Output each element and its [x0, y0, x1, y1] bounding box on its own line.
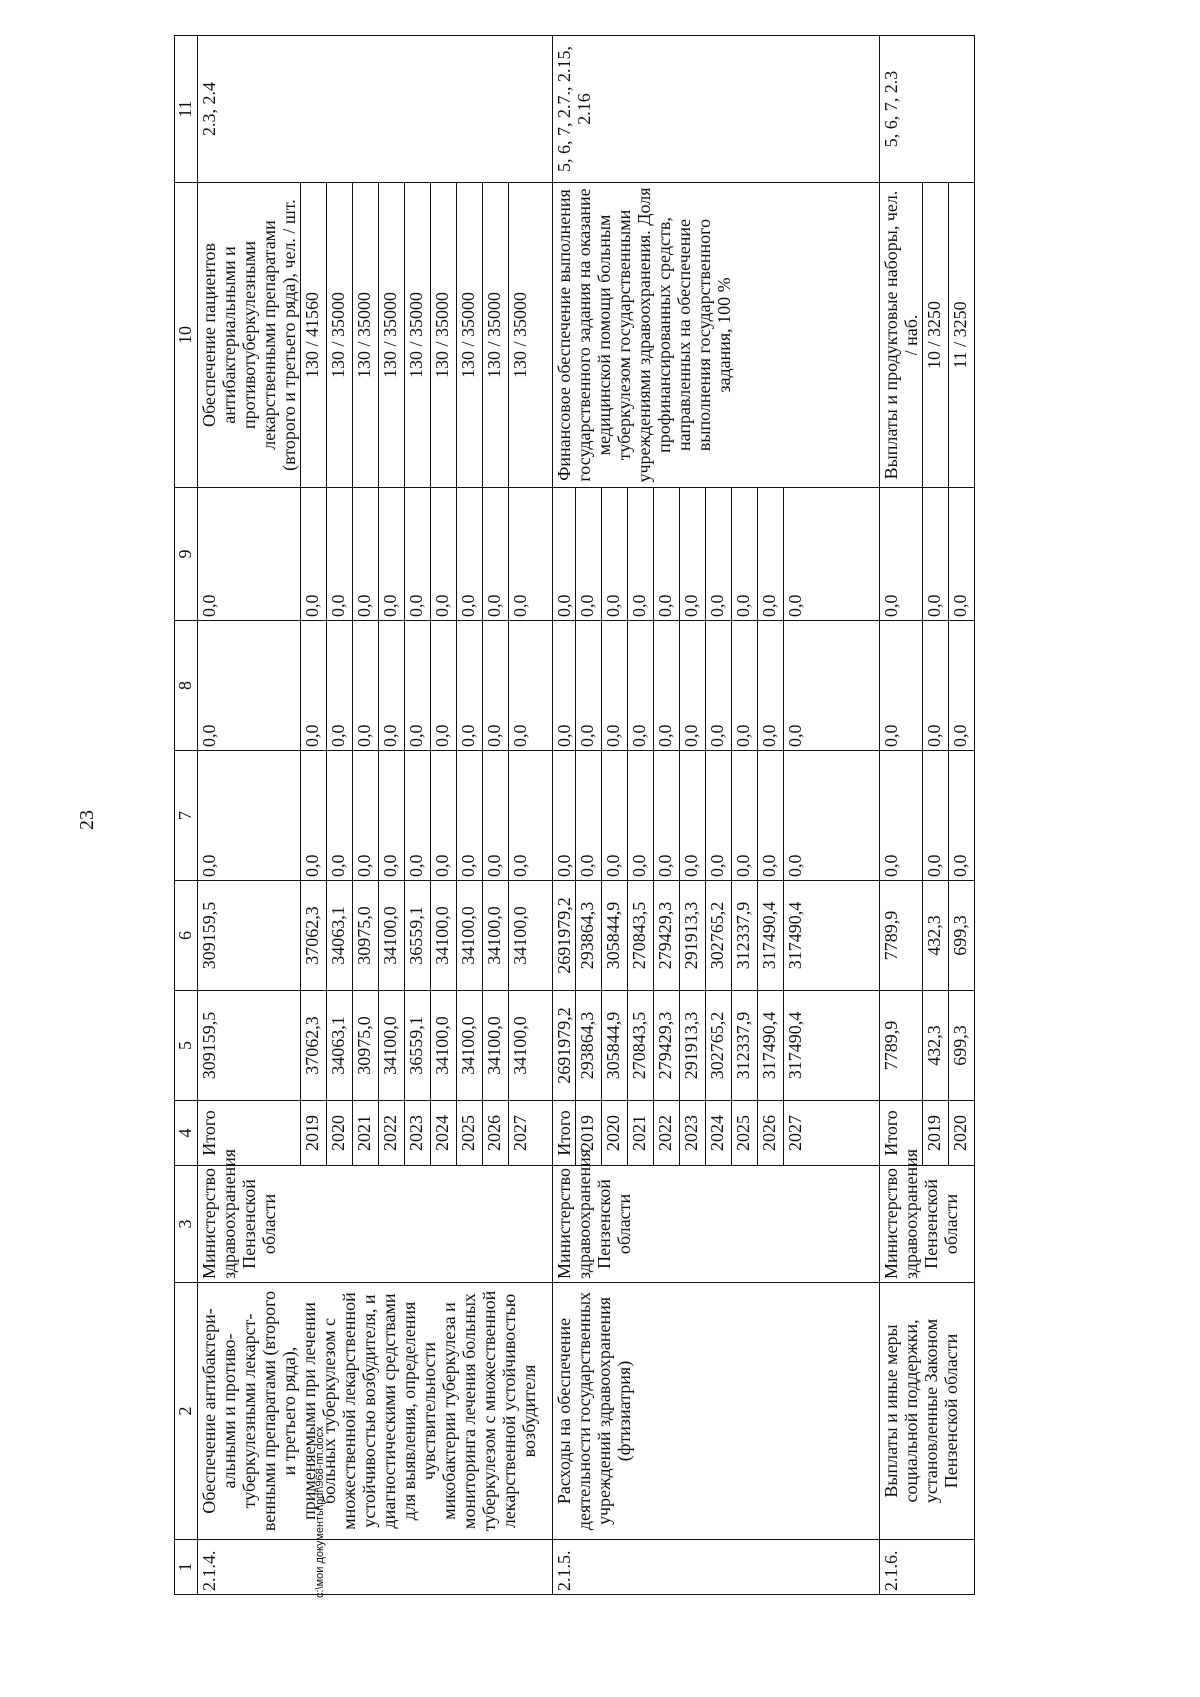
header-cell: 11	[175, 36, 198, 183]
total-amount-cell: 699,3	[949, 991, 975, 1101]
program-measures-table	[174, 35, 975, 1595]
other-sources-cell: 0,0	[405, 488, 431, 621]
measure-name-cell: Обеспечение антибактериальными и противотуберкулезными лекарственными препаратами (второго и третьего ряда), применяемыми при лечении больных туберкулезом с множественной лекарственной устойчивостью возбудителя, и диагностическими средствами для выявления, определения чувствительности микобактерии туберкулеза и мониторинга лечения больных туберкулезом с множественной лекарственной устойчивостью возбудителя	[198, 1283, 553, 1540]
total-amount-cell: 34100,0	[457, 991, 483, 1101]
page-number: 23	[76, 810, 98, 830]
indicator-value-cell: 130 / 35000	[379, 183, 405, 488]
other-sources-cell: 0,0	[732, 488, 758, 621]
header-cell: 4	[175, 1101, 198, 1166]
total-amount-cell: 293864,3	[576, 991, 602, 1101]
total-amount-cell: 34100,0	[509, 991, 553, 1101]
total-amount-cell: 34100,0	[431, 991, 457, 1101]
total-amount-cell: 309159,5	[198, 991, 301, 1101]
regional-budget-cell: 293864,3	[576, 881, 602, 991]
local-budget-cell: 0,0	[379, 621, 405, 751]
other-sources-cell: 0,0	[327, 488, 353, 621]
other-sources-cell: 0,0	[553, 488, 576, 621]
federal-budget-cell: 0,0	[576, 751, 602, 881]
federal-budget-cell: 0,0	[680, 751, 706, 881]
total-amount-cell: 305844,9	[602, 991, 628, 1101]
total-amount-cell: 36559,1	[405, 991, 431, 1101]
federal-budget-cell: 0,0	[327, 751, 353, 881]
total-amount-cell: 30975,0	[353, 991, 379, 1101]
regional-budget-cell: 305844,9	[602, 881, 628, 991]
local-budget-cell: 0,0	[654, 621, 680, 751]
regional-budget-cell: 34100,0	[509, 881, 553, 991]
year-cell: 2025	[732, 1101, 758, 1166]
regional-budget-cell: 317490,4	[758, 881, 784, 991]
local-budget-cell: 0,0	[405, 621, 431, 751]
federal-budget-cell: 0,0	[949, 751, 975, 881]
year-cell: Итого	[198, 1101, 301, 1166]
federal-budget-cell: 0,0	[379, 751, 405, 881]
year-cell: 2019	[923, 1101, 949, 1166]
other-sources-cell: 0,0	[654, 488, 680, 621]
year-cell: 2020	[602, 1101, 628, 1166]
total-amount-cell: 302765,2	[706, 991, 732, 1101]
federal-budget-cell: 0,0	[431, 751, 457, 881]
regional-budget-cell: 699,3	[949, 881, 975, 991]
regional-budget-cell: 309159,5	[198, 881, 301, 991]
regional-budget-cell: 2691979,2	[553, 881, 576, 991]
federal-budget-cell: 0,0	[628, 751, 654, 881]
other-sources-cell: 0,0	[353, 488, 379, 621]
executor-cell: Министерство здравоохранения Пензенской области	[198, 1166, 553, 1283]
other-sources-cell: 0,0	[949, 488, 975, 621]
total-amount-cell: 2691979,2	[553, 991, 576, 1101]
total-amount-cell: 270843,5	[628, 991, 654, 1101]
other-sources-cell: 0,0	[880, 488, 923, 621]
total-amount-cell: 291913,3	[680, 991, 706, 1101]
year-cell: 2024	[706, 1101, 732, 1166]
year-cell: Итого	[553, 1101, 576, 1166]
indicator-value-cell: 130 / 35000	[509, 183, 553, 488]
local-budget-cell: 0,0	[457, 621, 483, 751]
total-amount-cell: 34100,0	[379, 991, 405, 1101]
local-budget-cell: 0,0	[680, 621, 706, 751]
header-cell: 7	[175, 751, 198, 881]
year-cell: 2026	[483, 1101, 509, 1166]
year-cell: 2027	[784, 1101, 880, 1166]
indicator-value-cell: 130 / 35000	[353, 183, 379, 488]
local-budget-cell: 0,0	[758, 621, 784, 751]
table-row	[553, 36, 576, 1595]
other-sources-cell: 0,0	[457, 488, 483, 621]
federal-budget-cell: 0,0	[457, 751, 483, 881]
regional-budget-cell: 432,3	[923, 881, 949, 991]
federal-budget-cell: 0,0	[880, 751, 923, 881]
table-body	[175, 36, 975, 1595]
local-budget-cell: 0,0	[353, 621, 379, 751]
indicator-codes-cell: 5, 6, 7, 2.3	[880, 36, 975, 183]
header-cell: 3	[175, 1166, 198, 1283]
local-budget-cell: 0,0	[198, 621, 301, 751]
year-cell: 2020	[949, 1101, 975, 1166]
federal-budget-cell: 0,0	[706, 751, 732, 881]
other-sources-cell: 0,0	[431, 488, 457, 621]
other-sources-cell: 0,0	[198, 488, 301, 621]
year-cell: 2023	[405, 1101, 431, 1166]
regional-budget-cell: 34100,0	[431, 881, 457, 991]
indicator-codes-cell: 5, 6, 7, 2.7., 2.15, 2.16	[553, 36, 880, 183]
indicator-value-cell: 130 / 35000	[483, 183, 509, 488]
year-cell: 2025	[457, 1101, 483, 1166]
document-table-frame	[174, 36, 1094, 1595]
regional-budget-cell: 36559,1	[405, 881, 431, 991]
local-budget-cell: 0,0	[576, 621, 602, 751]
total-amount-cell: 7789,9	[880, 991, 923, 1101]
local-budget-cell: 0,0	[880, 621, 923, 751]
year-cell: Итого	[880, 1101, 923, 1166]
total-amount-cell: 317490,4	[758, 991, 784, 1101]
total-amount-cell: 432,3	[923, 991, 949, 1101]
year-cell: 2027	[509, 1101, 553, 1166]
other-sources-cell: 0,0	[628, 488, 654, 621]
year-cell: 2021	[628, 1101, 654, 1166]
row-number-cell: 2.1.6.	[880, 1540, 975, 1595]
total-amount-cell: 34063,1	[327, 991, 353, 1101]
federal-budget-cell: 0,0	[553, 751, 576, 881]
year-cell: 2021	[353, 1101, 379, 1166]
total-amount-cell: 312337,9	[732, 991, 758, 1101]
local-budget-cell: 0,0	[483, 621, 509, 751]
other-sources-cell: 0,0	[706, 488, 732, 621]
indicator-name-cell: Обеспечение пациентов антибактериальными и противотуберкулезными лекарственными препаратами (второго и третьего ряда), чел. / шт.	[198, 183, 301, 488]
federal-budget-cell: 0,0	[784, 751, 880, 881]
other-sources-cell: 0,0	[509, 488, 553, 621]
measure-name-cell: Расходы на обеспечение деятельности государственных учреждений здравоохранения (фтизиатрия)	[553, 1283, 880, 1540]
regional-budget-cell: 279429,3	[654, 881, 680, 991]
measure-name-cell: Выплаты и иные меры социальной поддержки, установленные Законом Пензенской области	[880, 1283, 975, 1540]
total-amount-cell: 34100,0	[483, 991, 509, 1101]
federal-budget-cell: 0,0	[405, 751, 431, 881]
year-cell: 2022	[379, 1101, 405, 1166]
year-cell: 2022	[654, 1101, 680, 1166]
other-sources-cell: 0,0	[923, 488, 949, 621]
federal-budget-cell: 0,0	[509, 751, 553, 881]
indicator-value-cell: 130 / 41560	[301, 183, 327, 488]
executor-cell: Министерство здравоохранения Пензенской области	[880, 1166, 975, 1283]
federal-budget-cell: 0,0	[353, 751, 379, 881]
indicator-name-cell: Выплаты и продуктовые наборы, чел. / наб.	[880, 183, 923, 488]
year-cell: 2024	[431, 1101, 457, 1166]
table-row	[880, 36, 923, 1595]
regional-budget-cell: 291913,3	[680, 881, 706, 991]
local-budget-cell: 0,0	[923, 621, 949, 751]
regional-budget-cell: 270843,5	[628, 881, 654, 991]
executor-cell: Министерство здравоохранения Пензенской области	[553, 1166, 880, 1283]
header-cell: 2	[175, 1283, 198, 1540]
local-budget-cell: 0,0	[949, 621, 975, 751]
indicator-value-cell: 10 / 3250	[923, 183, 949, 488]
indicator-value-cell: 11 / 3250	[949, 183, 975, 488]
header-cell: 8	[175, 621, 198, 751]
total-amount-cell: 317490,4	[784, 991, 880, 1101]
year-cell: 2023	[680, 1101, 706, 1166]
indicator-value-cell: 130 / 35000	[327, 183, 353, 488]
other-sources-cell: 0,0	[576, 488, 602, 621]
federal-budget-cell: 0,0	[654, 751, 680, 881]
other-sources-cell: 0,0	[758, 488, 784, 621]
regional-budget-cell: 7789,9	[880, 881, 923, 991]
federal-budget-cell: 0,0	[301, 751, 327, 881]
indicator-name-cell: Финансовое обеспечение выполнения государственного задания на оказание медицинской помощи больным туберкулезом государственными учреждениями здравоохранения. Доля профинансированных средств, направленных на обеспечение выполнения государственного задания, 100 %	[553, 183, 880, 488]
local-budget-cell: 0,0	[628, 621, 654, 751]
federal-budget-cell: 0,0	[923, 751, 949, 881]
other-sources-cell: 0,0	[379, 488, 405, 621]
local-budget-cell: 0,0	[327, 621, 353, 751]
regional-budget-cell: 34063,1	[327, 881, 353, 991]
regional-budget-cell: 302765,2	[706, 881, 732, 991]
federal-budget-cell: 0,0	[602, 751, 628, 881]
federal-budget-cell: 0,0	[198, 751, 301, 881]
indicator-value-cell: 130 / 35000	[405, 183, 431, 488]
local-budget-cell: 0,0	[431, 621, 457, 751]
regional-budget-cell: 34100,0	[379, 881, 405, 991]
local-budget-cell: 0,0	[602, 621, 628, 751]
indicator-value-cell: 130 / 35000	[431, 183, 457, 488]
regional-budget-cell: 30975,0	[353, 881, 379, 991]
regional-budget-cell: 312337,9	[732, 881, 758, 991]
year-cell: 2026	[758, 1101, 784, 1166]
federal-budget-cell: 0,0	[483, 751, 509, 881]
total-amount-cell: 37062,3	[301, 991, 327, 1101]
local-budget-cell: 0,0	[706, 621, 732, 751]
other-sources-cell: 0,0	[680, 488, 706, 621]
header-cell: 6	[175, 881, 198, 991]
row-number-cell: 2.1.4.	[198, 1540, 553, 1595]
header-cell: 1	[175, 1540, 198, 1595]
footer-file-path: c:\мои документы\pdf\968-пп.docx	[314, 1426, 326, 1598]
header-cell: 10	[175, 183, 198, 488]
local-budget-cell: 0,0	[301, 621, 327, 751]
total-amount-cell: 279429,3	[654, 991, 680, 1101]
regional-budget-cell: 37062,3	[301, 881, 327, 991]
header-cell: 5	[175, 991, 198, 1101]
other-sources-cell: 0,0	[784, 488, 880, 621]
year-cell: 2019	[576, 1101, 602, 1166]
other-sources-cell: 0,0	[483, 488, 509, 621]
table-row	[198, 36, 301, 1595]
regional-budget-cell: 317490,4	[784, 881, 880, 991]
regional-budget-cell: 34100,0	[483, 881, 509, 991]
year-cell: 2020	[327, 1101, 353, 1166]
indicator-value-cell: 130 / 35000	[457, 183, 483, 488]
header-row	[175, 36, 198, 1595]
other-sources-cell: 0,0	[301, 488, 327, 621]
local-budget-cell: 0,0	[509, 621, 553, 751]
indicator-codes-cell: 2.3, 2.4	[198, 36, 553, 183]
header-cell: 9	[175, 488, 198, 621]
federal-budget-cell: 0,0	[758, 751, 784, 881]
year-cell: 2019	[301, 1101, 327, 1166]
local-budget-cell: 0,0	[784, 621, 880, 751]
local-budget-cell: 0,0	[732, 621, 758, 751]
federal-budget-cell: 0,0	[732, 751, 758, 881]
other-sources-cell: 0,0	[602, 488, 628, 621]
local-budget-cell: 0,0	[553, 621, 576, 751]
row-number-cell: 2.1.5.	[553, 1540, 880, 1595]
regional-budget-cell: 34100,0	[457, 881, 483, 991]
